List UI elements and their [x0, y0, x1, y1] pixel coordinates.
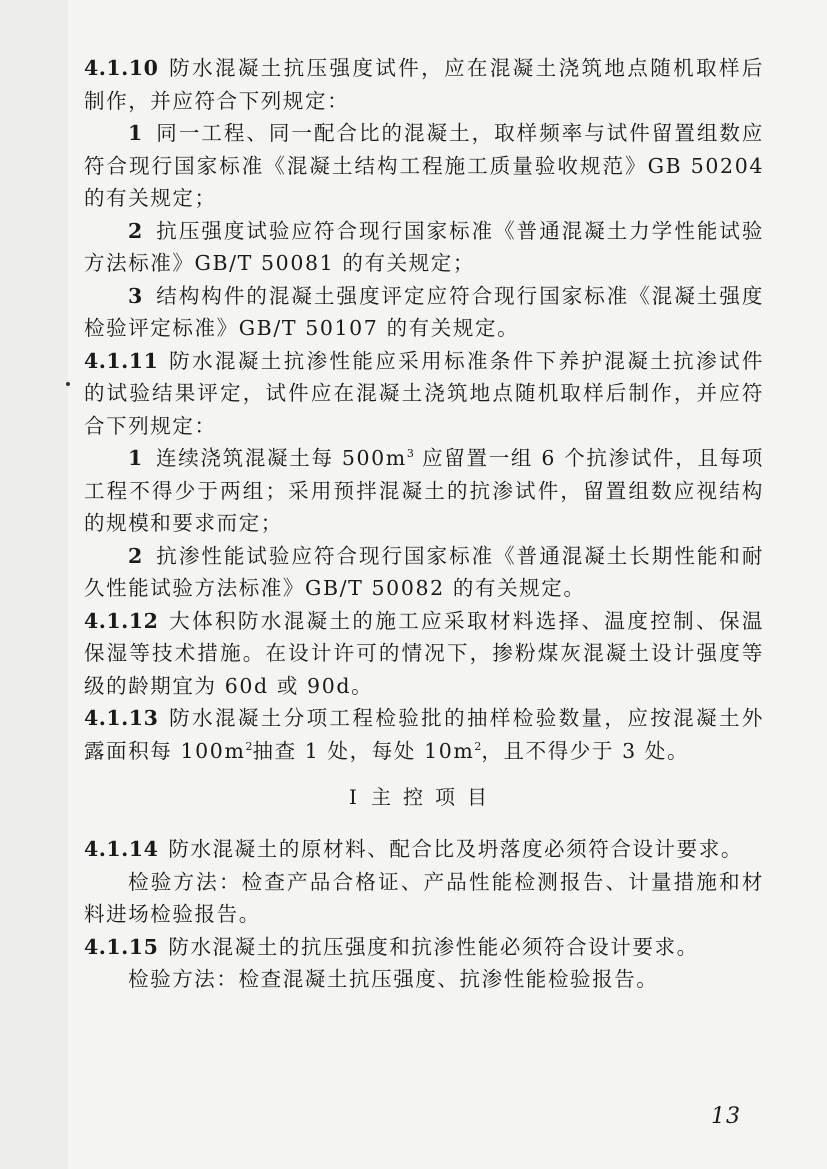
list-item [84, 442, 764, 540]
clause-number: 4.1.12 [84, 608, 159, 633]
item-number: 1 [128, 121, 144, 145]
clause-text-pre: 防水混凝土分项工程检验批的抽样检验数量，应按混凝土外露面积每 100m [84, 706, 764, 763]
clause-4-1-12 [84, 605, 764, 703]
clause-number: 4.1.15 [84, 934, 159, 959]
list-item [84, 540, 764, 605]
item-text: 结构构件的混凝土强度评定应符合现行国家标准《混凝土强度检验评定标准》GB/T 50107 的有关规定。 [84, 283, 764, 340]
clause-4-1-13 [84, 702, 764, 767]
clause-text: 防水混凝土的原材料、配合比及坍落度必须符合设计要求。 [168, 837, 743, 861]
inspection-method: 检验方法：检查产品合格证、产品性能检测报告、计量措施和材料进场检验报告。 [84, 869, 764, 926]
item-text: 抗压强度试验应符合现行国家标准《普通混凝土力学性能试验方法标准》GB/T 50081 的有关规定； [84, 218, 764, 275]
item-text: 同一工程、同一配合比的混凝土，取样频率与试件留置组数应符合现行国家标准《混凝土结构工程施工质量验收规范》GB 50204 的有关规定； [84, 121, 764, 210]
section-roman-numeral: Ⅰ [349, 785, 357, 809]
section-heading [84, 781, 764, 813]
superscript: 3 [406, 447, 414, 461]
list-item [84, 117, 764, 215]
list-item [84, 215, 764, 280]
clause-text-post: ，且不得少于 3 处。 [481, 738, 690, 763]
inspection-method: 检验方法：检查混凝土抗压强度、抗渗性能检验报告。 [128, 967, 659, 991]
clause-4-1-15 [84, 931, 764, 964]
item-text-post: 应留置一组 6 个抗渗试件，且每项工程不得少于两组；采用预拌混凝土的抗渗试件，留置组数应视结构的规模和要求而定； [84, 446, 764, 535]
clause-text: 防水混凝土抗压强度试件，应在混凝土浇筑地点随机取样后制作，并应符合下列规定： [84, 56, 764, 113]
item-number: 2 [128, 218, 144, 243]
clause-text: 防水混凝土的抗压强度和抗渗性能必须符合设计要求。 [168, 934, 699, 959]
clause-number: 4.1.11 [84, 348, 159, 373]
clause-number: 4.1.14 [84, 837, 159, 861]
clause-4-1-10 [84, 52, 764, 117]
item-number: 2 [128, 543, 144, 568]
item-text: 抗渗性能试验应符合现行国家标准《普通混凝土长期性能和耐久性能试验方法标准》GB/T 50082 的有关规定。 [84, 543, 764, 600]
section-title: 主控项目 [370, 785, 499, 809]
clause-number: 4.1.10 [84, 56, 159, 80]
scan-speck [66, 382, 70, 386]
document-body [84, 52, 764, 996]
item-text-pre: 连续浇筑混凝土每 500m [155, 446, 407, 470]
clause-text: 大体积防水混凝土的施工应采取材料选择、温度控制、保温保湿等技术措施。在设计许可的情况下，掺粉煤灰混凝土设计强度等级的龄期宜为 60d 或 90d。 [84, 608, 764, 698]
clause-4-1-14 [84, 833, 764, 866]
clause-4-1-11 [84, 345, 764, 443]
item-number: 3 [128, 283, 144, 308]
superscript: 2 [474, 739, 482, 753]
clause-text-mid: 抽查 1 处，每处 10m [252, 738, 475, 763]
scan-margin [0, 0, 68, 1169]
clause-text: 防水混凝土抗渗性能应采用标准条件下养护混凝土抗渗试件的试验结果评定，试件应在混凝土浇筑地点随机取样后制作，并应符合下列规定： [84, 348, 764, 438]
clause-number: 4.1.13 [84, 706, 159, 730]
page-number: 13 [711, 1104, 741, 1129]
list-item [84, 280, 764, 345]
superscript: 2 [245, 739, 253, 753]
item-number: 1 [128, 446, 144, 470]
